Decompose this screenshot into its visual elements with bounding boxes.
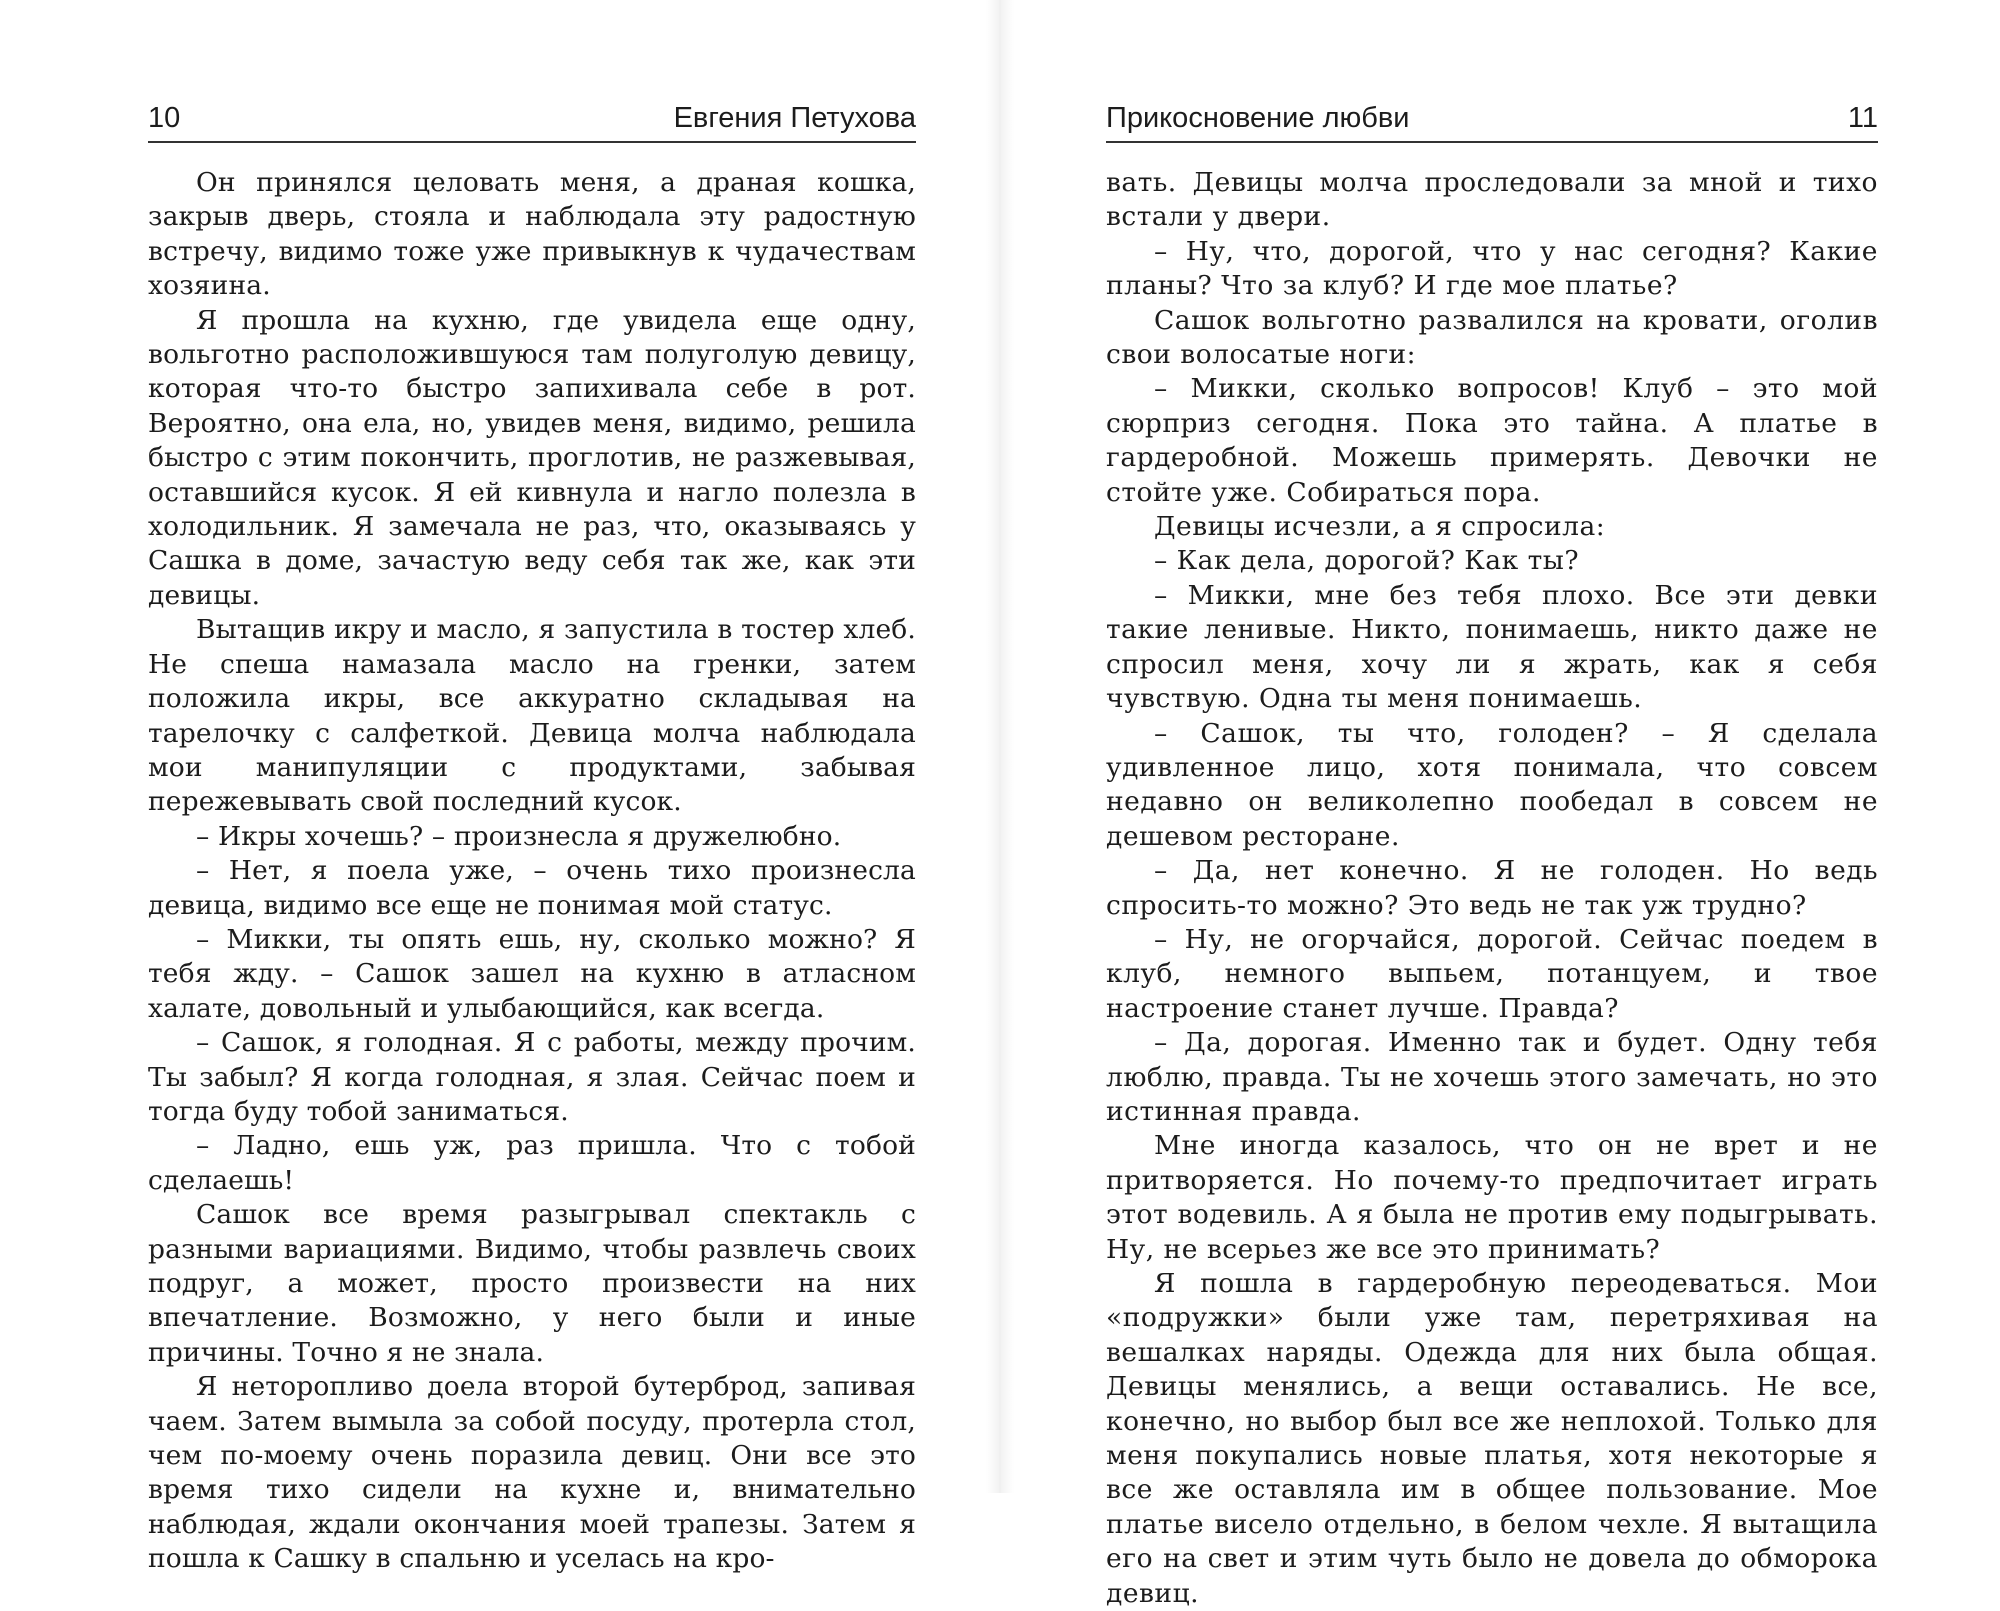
- right-page-running-title: Прикосновение любви: [1106, 102, 1410, 134]
- left-page: [148, 0, 916, 1575]
- paragraph: Он принялся целовать меня, а драная кошка, закрыв дверь, стояла и наблюдала эту радостную встречу, видимо тоже уже привыкнув к чудачествам хозяина.: [148, 167, 916, 302]
- book-gutter: [986, 0, 1014, 1493]
- left-page-header: [148, 98, 916, 142]
- paragraph: Вытащив икру и масло, я запустила в тостер хлеб. Не спеша намазала масло на гренки, затем положила икры, все аккуратно складывая на тарелочку с салфеткой. Девица молча наблюдала мои манипуляции с продуктами, забывая пережевывать свой последний кусок.: [148, 614, 916, 818]
- paragraph: – Как дела, дорогой? Как ты?: [1154, 545, 1580, 577]
- right-page: [1106, 0, 1878, 1609]
- paragraph: Я прошла на кухню, где увидела еще одну, вольготно расположившуюся там полуголую девицу, которая что-то быстро запихивала себе в рот. Вероятно, она ела, но, увидев меня, видимо, решила быстро с этим покончить, проглотив, не разжевывая, оставшийся кусок. Я ей кивнула и нагло полезла в холодильник. Я замечала не раз, что, оказываясь у Сашка в доме, зачастую веду себя так же, как эти девицы.: [148, 304, 916, 611]
- right-page-body: [1106, 166, 1878, 1611]
- paragraph: Мне иногда казалось, что он не врет и не притворяется. Но почему-то предпочитает играть этот водевиль. А я была не против ему подыгрывать. Ну, не всерьез же все это принимать?: [1106, 1130, 1878, 1265]
- paragraph: – Сашок, ты что, голоден? – Я сделала удивленное лицо, хотя понимала, что совсем недавно он великолепно пообедал в совсем не дешевом ресторане.: [1106, 717, 1878, 852]
- paragraph: – Да, нет конечно. Я не голоден. Но ведь спросить-то можно? Это ведь не так уж трудно?: [1106, 855, 1878, 921]
- left-page-body: [148, 166, 916, 1577]
- paragraph: – Да, дорогая. Именно так и будет. Одну тебя люблю, правда. Ты не хочешь этого замечать, но это истинная правда.: [1106, 1027, 1878, 1127]
- paragraph: Я пошла в гардеробную переодеваться. Мои «подружки» были уже там, перетряхивая на вешалках наряды. Одежда для них была общая. Девицы менялись, а вещи оставались. Не все, конечно, но выбор был все же неплохой. Только для меня покупались новые платья, хотя некоторые я все же оставляла им в общее пользование. Мое платье висело отдельно, в белом чехле. Я вытащила его на свет и этим чуть было не довела до обморока девиц.: [1106, 1268, 1878, 1609]
- paragraph: – Микки, сколько вопросов! Клуб – это мой сюрприз сегодня. Пока это тайна. А платье в гардеробной. Можешь примерять. Девочки не стойте уже. Собираться пора.: [1106, 373, 1878, 508]
- paragraph: – Ну, что, дорогой, что у нас сегодня? Какие планы? Что за клуб? И где мое платье?: [1106, 235, 1878, 302]
- paragraph: Сашок вольготно развалился на кровати, оголив свои волосатые ноги:: [1106, 304, 1878, 371]
- paragraph: Девицы исчезли, а я спросила:: [1154, 511, 1606, 543]
- paragraph: – Сашок, я голодная. Я с работы, между прочим. Ты забыл? Я когда голодная, я злая. Сейчас поем и тогда буду тобой заниматься.: [148, 1027, 916, 1127]
- left-header-rule: [148, 141, 916, 143]
- right-header-rule: [1106, 141, 1878, 143]
- paragraph: – Нет, я поела уже, – очень тихо произнесла девица, видимо все еще не понимая мой статус.: [148, 855, 916, 921]
- paragraph: – Микки, мне без тебя плохо. Все эти девки такие ленивые. Никто, понимаешь, никто даже не спросил меня, хочу ли я жрать, как я себя чувствую. Одна ты меня понимаешь.: [1106, 579, 1878, 715]
- paragraph: Я неторопливо доела второй бутерброд, запивая чаем. Затем вымыла за собой посуду, протерла стол, чем по-моему очень поразила девиц. Они все это время тихо сидели на кухне и, внимательно наблюдая, ждали окончания моей трапезы. Затем я пошла к Сашку в спальню и уселась на кро-: [148, 1371, 916, 1575]
- right-page-header: [1106, 98, 1878, 142]
- paragraph: Сашок все время разыгрывал спектакль с разными вариациями. Видимо, чтобы развлечь своих подруг, а может, просто произвести на них впечатление. Возможно, у него были и иные причины. Точно я не знала.: [148, 1199, 916, 1368]
- paragraph: – Микки, ты опять ешь, ну, сколько можно? Я тебя жду. – Сашок зашел на кухню в атласном халате, довольный и улыбающийся, как всегда.: [148, 923, 916, 1024]
- paragraph: – Икры хочешь? – произнесла я дружелюбно.: [196, 820, 842, 852]
- left-page-number: 10: [148, 102, 181, 134]
- right-page-number: 11: [1847, 102, 1878, 134]
- left-page-running-title: Евгения Петухова: [673, 102, 916, 134]
- paragraph: – Ладно, ешь уж, раз пришла. Что с тобой сделаешь!: [148, 1130, 916, 1196]
- paragraph: – Ну, не огорчайся, дорогой. Сейчас поедем в клуб, немного выпьем, потанцуем, и твое настроение станет лучше. Правда?: [1106, 923, 1878, 1024]
- paragraph-continuation: вать. Девицы молча проследовали за мной и тихо встали у двери.: [1106, 167, 1878, 233]
